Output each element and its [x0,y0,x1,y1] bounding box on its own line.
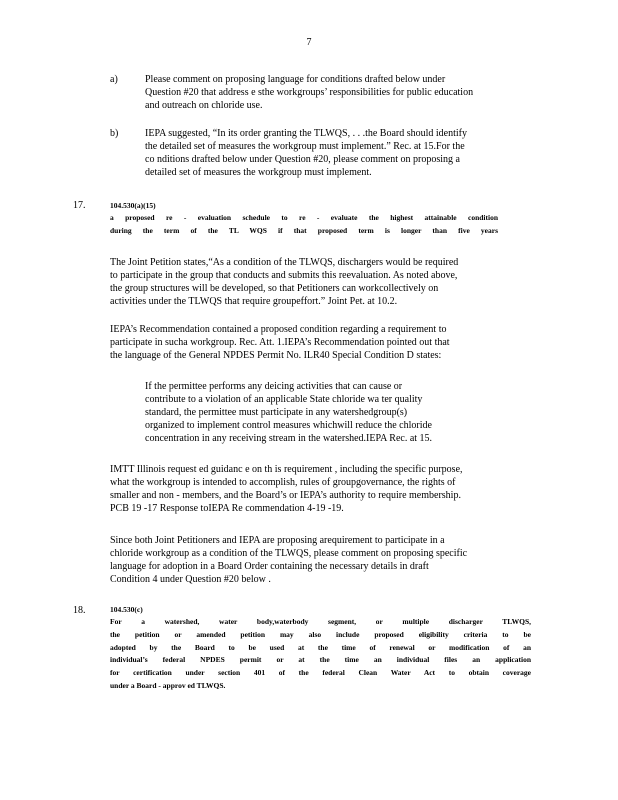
text-line: IMTT Illinois request ed guidanc e on th is requirement , including the specific purpose, [110,464,463,475]
question-17-rule-text [110,212,498,238]
rule-line: the petition or amended petition may also include proposed eligibility criteria to be [110,629,531,639]
question-18-number: 18. [73,605,86,616]
text-line: smaller and non - members, and the Board’s or IEPA’s authority to require membership. [110,490,461,501]
text-line: activities under the TLWQS that require groupeffort.” Joint Pet. at 10.2. [110,296,398,307]
text-line: language for adoption in a Board Order containing the necessary details in draft [110,561,429,572]
subitem-a-label: a) [110,74,118,85]
question-17-number: 17. [73,200,86,211]
subitem-b-text [145,127,531,179]
rule-line: a proposed re - evaluation schedule to re - evaluate the highest attainable condition [110,213,498,222]
text-line: IEPA’s Recommendation contained a proposed condition regarding a requirement to [110,324,447,335]
rule-line: individual’s federal NPDES permit or at the time an individual files an application [110,655,531,665]
text-line: detailed set of measures the workgroup must implement. [145,167,372,178]
quote-line: concentration in any receiving stream in the watershed.IEPA Rec. at 15. [145,433,433,444]
text-line: IEPA suggested, “In its order granting the TLWQS, . . .the Board should identify [145,128,467,139]
text-line: co nditions drafted below under Question #20, please comment on proposing a [145,154,460,165]
quote-line: contribute to a violation of an applicable State chloride wa ter quality [145,394,423,405]
question-17-section-ref: 104.530(a)(15) [110,201,156,210]
rule-line: adopted by the Board to be used at the time of renewal or modification of an [110,642,531,652]
quote-line: If the permittee performs any deicing activities that can cause or [145,381,403,392]
question-17-paragraph-3 [110,463,530,515]
text-line: to participate in the group that conducts and submits this reevaluation. As noted above, [110,270,458,281]
rule-line: during the term of the TL WQS if that proposed term is longer than five years [110,225,498,235]
question-17-paragraph-4 [110,534,530,586]
quote-line: standard, the permittee must participate in any watershedgroup(s) [145,407,408,418]
text-line: Question #20 that address e sthe workgroups’ responsibilities for public education [145,87,474,98]
text-line: participate in sucha workgroup. Rec. Att. 1.IEPA’s Recommendation pointed out that [110,337,450,348]
rule-line: under a Board - approv ed TLWQS. [110,680,226,690]
rule-line: For a watershed, water body,waterbody segment, or multiple discharger TLWQS, [110,617,531,626]
text-line: Since both Joint Petitioners and IEPA are proposing arequirement to participate in a [110,535,445,546]
text-line: and outreach on chloride use. [145,100,263,111]
question-17-paragraph-2 [110,323,530,362]
text-line: PCB 19 -17 Response toIEPA Re commendation 4-19 -19. [110,503,344,514]
rule-line: for certification under section 401 of the federal Clean Water Act to obtain coverage [110,668,531,678]
text-line: chloride workgroup as a condition of the TLWQS, please comment on proposing specific [110,548,468,559]
question-18-rule-text [110,616,531,693]
question-17-paragraph-1 [110,256,530,308]
text-line: the language of the General NPDES Permit No. ILR40 Special Condition D states: [110,350,442,361]
subitem-b-label: b) [110,128,119,139]
page-number: 7 [306,37,312,48]
question-18-section-ref: 104.530(c) [110,605,143,614]
text-line: what the workgroup is intended to accomplish, rules of groupgovernance, the rights of [110,477,456,488]
text-line: the group structures will be developed, so that Petitioners can workcollectively on [110,283,439,294]
question-17-block-quote [145,380,495,445]
text-line: Condition 4 under Question #20 below . [110,574,271,585]
text-line: The Joint Petition states,“As a condition of the TLWQS, dischargers would be required [110,257,459,268]
text-line: the detailed set of measures the workgroup must implement.” Rec. at 15.For the [145,141,465,152]
text-line: Please comment on proposing language for conditions drafted below under [145,74,446,85]
quote-line: organized to implement control measures whichwill reduce the chloride [145,420,432,431]
subitem-a-text [145,73,531,112]
